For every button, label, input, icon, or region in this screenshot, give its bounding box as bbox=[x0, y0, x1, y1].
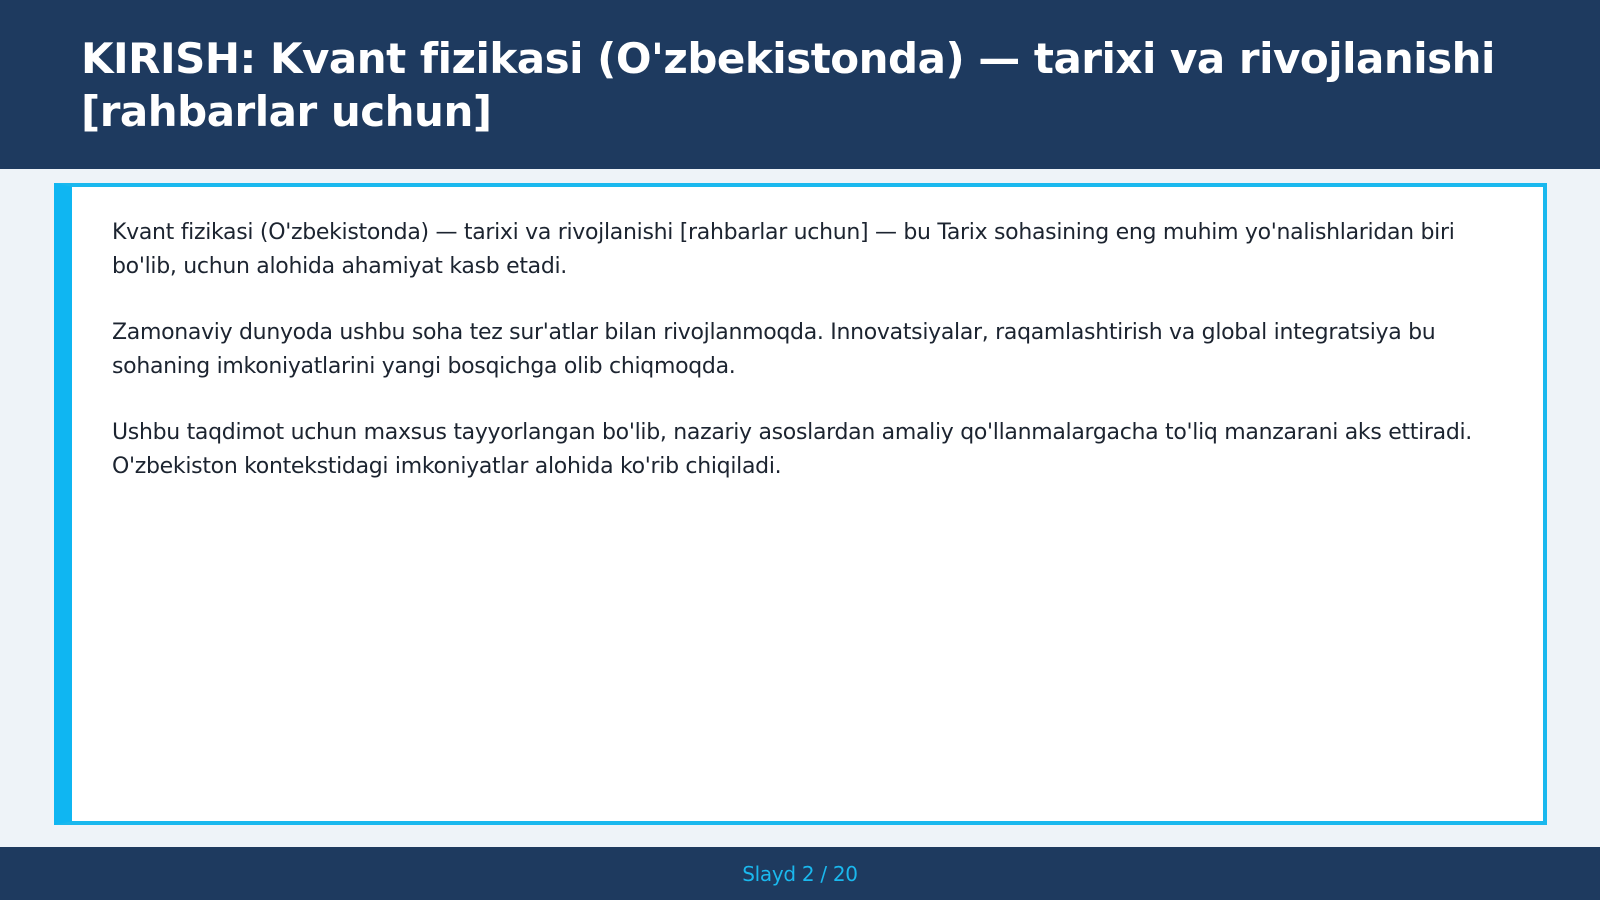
content-card bbox=[54, 183, 1547, 825]
content-paragraph-2: Zamonaviy dunyoda ushbu soha tez sur'atlar bilan rivojlanmoqda. Innovatsiyalar, raqamlashtirish va global integratsiya bu sohaning imkoniyatlarini yangi bosqichga olib chiqmoqda. bbox=[112, 320, 1436, 379]
content-paragraph-3: Ushbu taqdimot uchun maxsus tayyorlangan bo'lib, nazariy asoslardan amaliy qo'llanmalargacha to'liq manzarani aks ettiradi. O'zbekiston kontekstidagi imkoniyatlar alohida ko'rib chiqiladi. bbox=[112, 420, 1472, 479]
slide-counter: Slayd 2 / 20 bbox=[742, 861, 858, 886]
slide-title: KIRISH: Kvant fizikasi (O'zbekistonda) — tarixi va rivojlanishi [rahbarlar uchun] bbox=[81, 34, 1495, 136]
content-paragraph-1: Kvant fizikasi (O'zbekistonda) — tarixi va rivojlanishi [rahbarlar uchun] — bu Tarix sohasining eng muhim yo'nalishlaridan biri bo'lib, uchun alohida ahamiyat kasb etadi. bbox=[112, 220, 1455, 279]
slide-footer bbox=[0, 847, 1600, 900]
slide-header bbox=[0, 0, 1600, 169]
